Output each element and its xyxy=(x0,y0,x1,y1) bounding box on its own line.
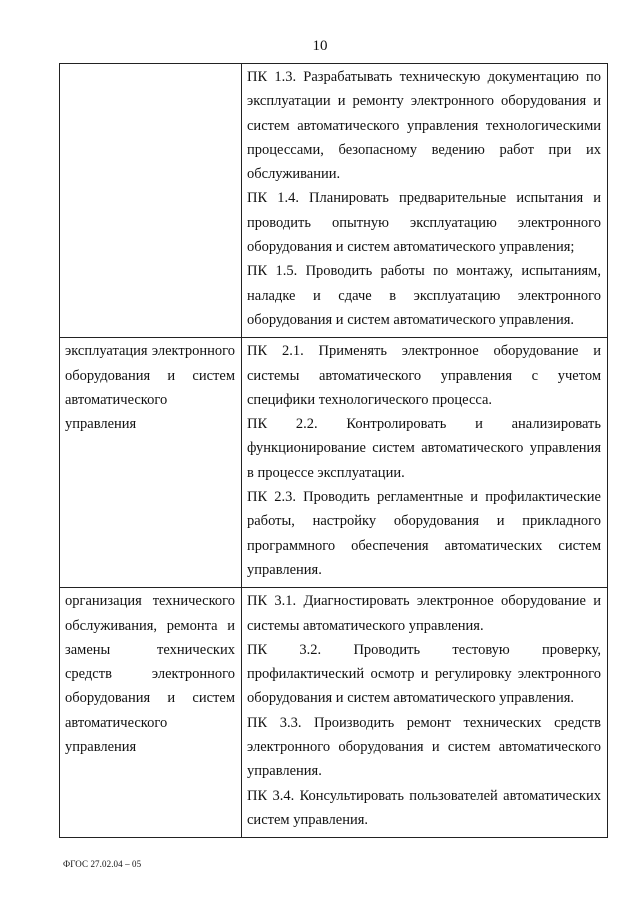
competency-item: ПК 3.2. Проводить тестовую проверку, профилактический осмотр и регулировку электронного оборудования и систем автоматического управления. xyxy=(247,641,601,707)
competency-item: ПК 3.4. Консультировать пользователей автоматических систем управления. xyxy=(247,787,601,828)
competencies-cell xyxy=(242,338,608,588)
activity-area-cell xyxy=(60,338,242,588)
competency-item: ПК 1.3. Разрабатывать техническую документацию по эксплуатации и ремонту электронного оборудования и систем автоматического управления технологическими процессами, безопасному ведению работ при их обслуживании. xyxy=(247,69,601,183)
competency-item: ПК 1.4. Планировать предварительные испытания и проводить опытную эксплуатацию электронного оборудования и систем автоматического управления; xyxy=(247,190,601,256)
page-number: 10 xyxy=(312,38,328,54)
competency-item: ПК 2.3. Проводить регламентные и профилактические работы, настройку оборудования и прикладного программного обеспечения автоматических систем управления. xyxy=(247,489,601,578)
competency-item: ПК 3.3. Производить ремонт технических средств электронного оборудования и систем автоматического управления. xyxy=(247,714,601,780)
document-footer-code: ФГОС 27.02.04 – 05 xyxy=(63,859,142,869)
competencies-table xyxy=(59,63,608,838)
activity-area-text: эксплуатация электронного оборудования и систем автоматического управления xyxy=(65,343,235,433)
competencies-cell xyxy=(242,588,608,838)
table-row xyxy=(60,588,608,838)
competency-item: ПК 2.1. Применять электронное оборудование и системы автоматического управления с учетом специфики технологического процесса. xyxy=(247,343,601,408)
table-row xyxy=(60,338,608,588)
competency-item: ПК 1.5. Проводить работы по монтажу, испытаниям, наладке и сдаче в эксплуатацию электронного оборудования и систем автоматического управления. xyxy=(247,263,601,328)
competencies-cell xyxy=(242,64,608,338)
activity-area-cell xyxy=(60,588,242,838)
competency-item: ПК 3.1. Диагностировать электронное оборудование и системы автоматического управления. xyxy=(247,593,601,634)
table-row xyxy=(60,64,608,338)
activity-area-cell xyxy=(60,64,242,338)
competency-item: ПК 2.2. Контролировать и анализировать функционирование систем автоматического управления в процессе эксплуатации. xyxy=(247,416,601,481)
activity-area-text: организация технического обслуживания, ремонта и замены технических средств электронного оборудования и систем автоматического управления xyxy=(65,593,235,756)
